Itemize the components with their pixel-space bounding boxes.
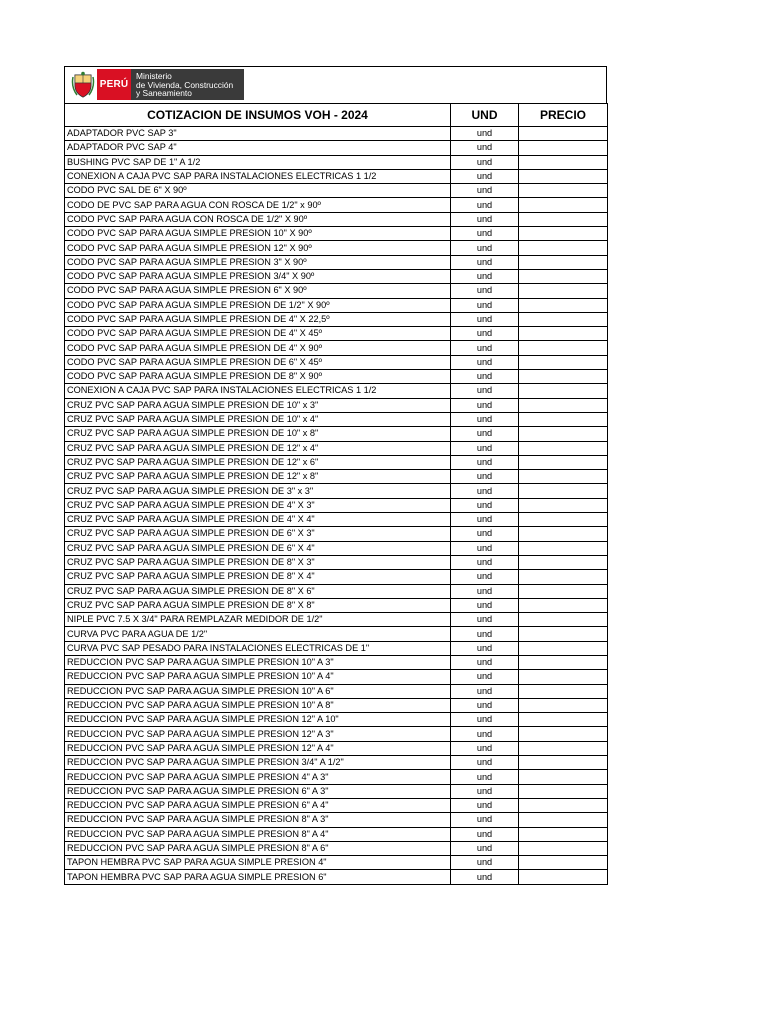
table-row — [65, 227, 608, 241]
item-description-cell: TAPON HEMBRA PVC SAP PARA AGUA SIMPLE PRESION 4" — [65, 856, 451, 870]
unit-cell: und — [451, 155, 519, 169]
price-cell[interactable] — [519, 784, 608, 798]
price-cell[interactable] — [519, 398, 608, 412]
item-description-cell: CRUZ PVC SAP PARA AGUA SIMPLE PRESION DE 12" x 4" — [65, 441, 451, 455]
table-row — [65, 169, 608, 183]
price-cell[interactable] — [519, 756, 608, 770]
unit-cell: und — [451, 312, 519, 326]
ministry-logo — [69, 69, 244, 100]
price-cell[interactable] — [519, 327, 608, 341]
price-cell[interactable] — [519, 484, 608, 498]
table-row — [65, 541, 608, 555]
item-description-cell: CRUZ PVC SAP PARA AGUA SIMPLE PRESION DE 6" X 4" — [65, 541, 451, 555]
price-cell[interactable] — [519, 427, 608, 441]
unit-cell: und — [451, 327, 519, 341]
item-description-cell: CODO PVC SAP PARA AGUA SIMPLE PRESION DE 8" X 90º — [65, 370, 451, 384]
ministry-line-2: de Vivienda, Construcción — [136, 79, 234, 90]
item-description-cell: CRUZ PVC SAP PARA AGUA SIMPLE PRESION DE 6" X 3" — [65, 527, 451, 541]
sheet-header — [64, 66, 607, 103]
table-row — [65, 327, 608, 341]
table-row — [65, 498, 608, 512]
table-row — [65, 613, 608, 627]
unit-cell: und — [451, 570, 519, 584]
quotation-table — [64, 103, 608, 885]
item-description-cell: CODO PVC SAP PARA AGUA SIMPLE PRESION DE 1/2" X 90º — [65, 298, 451, 312]
table-row — [65, 398, 608, 412]
price-cell[interactable] — [519, 227, 608, 241]
unit-cell: und — [451, 341, 519, 355]
price-cell[interactable] — [519, 341, 608, 355]
ministry-name — [131, 69, 244, 100]
ministry-line-3: y Saneamiento — [136, 88, 192, 99]
price-cell[interactable] — [519, 470, 608, 484]
unit-cell: und — [451, 284, 519, 298]
table-row — [65, 155, 608, 169]
unit-cell: und — [451, 698, 519, 712]
item-description-cell: NIPLE PVC 7.5 X 3/4" PARA REMPLAZAR MEDIDOR DE 1/2" — [65, 613, 451, 627]
table-row — [65, 684, 608, 698]
price-cell[interactable] — [519, 727, 608, 741]
price-cell[interactable] — [519, 412, 608, 426]
price-cell[interactable] — [519, 555, 608, 569]
table-row — [65, 698, 608, 712]
table-row — [65, 255, 608, 269]
price-cell[interactable] — [519, 198, 608, 212]
unit-cell: und — [451, 498, 519, 512]
unit-cell: und — [451, 598, 519, 612]
price-cell[interactable] — [519, 169, 608, 183]
unit-cell: und — [451, 455, 519, 469]
price-cell[interactable] — [519, 541, 608, 555]
unit-cell: und — [451, 655, 519, 669]
price-cell[interactable] — [519, 212, 608, 226]
column-header-item: COTIZACION DE INSUMOS VOH - 2024 — [65, 104, 451, 127]
price-cell[interactable] — [519, 856, 608, 870]
price-cell[interactable] — [519, 741, 608, 755]
item-description-cell: CODO PVC SAP PARA AGUA SIMPLE PRESION 3" X 90º — [65, 255, 451, 269]
item-description-cell: REDUCCION PVC SAP PARA AGUA SIMPLE PRESION 12" A 3" — [65, 727, 451, 741]
unit-cell: und — [451, 370, 519, 384]
unit-cell: und — [451, 427, 519, 441]
price-cell[interactable] — [519, 312, 608, 326]
table-row — [65, 655, 608, 669]
price-cell[interactable] — [519, 298, 608, 312]
price-cell[interactable] — [519, 155, 608, 169]
item-description-cell: CRUZ PVC SAP PARA AGUA SIMPLE PRESION DE 10" x 4" — [65, 412, 451, 426]
unit-cell: und — [451, 127, 519, 141]
table-row — [65, 841, 608, 855]
coat-of-arms-icon — [69, 69, 97, 100]
price-cell[interactable] — [519, 598, 608, 612]
item-description-cell: REDUCCION PVC SAP PARA AGUA SIMPLE PRESION 10" A 3" — [65, 655, 451, 669]
unit-cell: und — [451, 141, 519, 155]
unit-cell: und — [451, 184, 519, 198]
unit-cell: und — [451, 627, 519, 641]
item-description-cell: REDUCCION PVC SAP PARA AGUA SIMPLE PRESION 10" A 8" — [65, 698, 451, 712]
unit-cell: und — [451, 527, 519, 541]
price-cell[interactable] — [519, 870, 608, 884]
price-cell[interactable] — [519, 641, 608, 655]
table-row — [65, 756, 608, 770]
table-row — [65, 384, 608, 398]
unit-cell: und — [451, 241, 519, 255]
unit-cell: und — [451, 555, 519, 569]
table-row — [65, 856, 608, 870]
item-description-cell: CODO PVC SAP PARA AGUA SIMPLE PRESION 12" X 90º — [65, 241, 451, 255]
item-description-cell: REDUCCION PVC SAP PARA AGUA SIMPLE PRESION 8" A 3" — [65, 813, 451, 827]
table-row — [65, 784, 608, 798]
ministry-line-1: Ministerio — [136, 71, 172, 81]
column-header-und: UND — [451, 104, 519, 127]
unit-cell: und — [451, 784, 519, 798]
item-description-cell: CRUZ PVC SAP PARA AGUA SIMPLE PRESION DE 8" X 6" — [65, 584, 451, 598]
item-description-cell: REDUCCION PVC SAP PARA AGUA SIMPLE PRESION 3/4" A 1/2" — [65, 756, 451, 770]
unit-cell: und — [451, 398, 519, 412]
unit-cell: und — [451, 641, 519, 655]
price-cell[interactable] — [519, 255, 608, 269]
item-description-cell: CRUZ PVC SAP PARA AGUA SIMPLE PRESION DE 8" X 4" — [65, 570, 451, 584]
price-cell[interactable] — [519, 269, 608, 283]
table-row — [65, 341, 608, 355]
item-description-cell: REDUCCION PVC SAP PARA AGUA SIMPLE PRESION 10" A 6" — [65, 684, 451, 698]
item-description-cell: CURVA PVC PARA AGUA DE 1/2" — [65, 627, 451, 641]
column-header-precio: PRECIO — [519, 104, 608, 127]
price-cell[interactable] — [519, 384, 608, 398]
item-description-cell: CODO PVC SAP PARA AGUA SIMPLE PRESION DE 4" X 45º — [65, 327, 451, 341]
unit-cell: und — [451, 198, 519, 212]
unit-cell: und — [451, 470, 519, 484]
price-cell[interactable] — [519, 127, 608, 141]
table-row — [65, 584, 608, 598]
unit-cell: und — [451, 584, 519, 598]
unit-cell: und — [451, 756, 519, 770]
item-description-cell: CODO PVC SAP PARA AGUA SIMPLE PRESION DE 4" X 90º — [65, 341, 451, 355]
unit-cell: und — [451, 798, 519, 812]
item-description-cell: REDUCCION PVC SAP PARA AGUA SIMPLE PRESION 6" A 4" — [65, 798, 451, 812]
price-cell[interactable] — [519, 241, 608, 255]
table-row — [65, 641, 608, 655]
unit-cell: und — [451, 541, 519, 555]
price-cell[interactable] — [519, 613, 608, 627]
table-row — [65, 355, 608, 369]
unit-cell: und — [451, 384, 519, 398]
item-description-cell: REDUCCION PVC SAP PARA AGUA SIMPLE PRESION 4" A 3" — [65, 770, 451, 784]
price-cell[interactable] — [519, 698, 608, 712]
table-row — [65, 827, 608, 841]
item-description-cell: CRUZ PVC SAP PARA AGUA SIMPLE PRESION DE 10" x 3" — [65, 398, 451, 412]
item-description-cell: CRUZ PVC SAP PARA AGUA SIMPLE PRESION DE 10" x 8" — [65, 427, 451, 441]
item-description-cell: CURVA PVC SAP PESADO PARA INSTALACIONES ELECTRICAS DE 1" — [65, 641, 451, 655]
price-cell[interactable] — [519, 370, 608, 384]
unit-cell: und — [451, 827, 519, 841]
table-row — [65, 370, 608, 384]
table-row — [65, 813, 608, 827]
price-cell[interactable] — [519, 813, 608, 827]
unit-cell: und — [451, 513, 519, 527]
price-cell[interactable] — [519, 798, 608, 812]
item-description-cell: CONEXION A CAJA PVC SAP PARA INSTALACIONES ELECTRICAS 1 1/2 — [65, 169, 451, 183]
price-cell[interactable] — [519, 355, 608, 369]
price-cell[interactable] — [519, 827, 608, 841]
table-row — [65, 312, 608, 326]
unit-cell: und — [451, 713, 519, 727]
price-cell[interactable] — [519, 684, 608, 698]
item-description-cell: CODO PVC SAP PARA AGUA SIMPLE PRESION DE 6" X 45º — [65, 355, 451, 369]
table-row — [65, 527, 608, 541]
unit-cell: und — [451, 269, 519, 283]
unit-cell: und — [451, 684, 519, 698]
price-cell[interactable] — [519, 584, 608, 598]
price-cell[interactable] — [519, 770, 608, 784]
table-row — [65, 598, 608, 612]
unit-cell: und — [451, 355, 519, 369]
price-cell[interactable] — [519, 627, 608, 641]
price-cell[interactable] — [519, 284, 608, 298]
unit-cell: und — [451, 169, 519, 183]
item-description-cell: REDUCCION PVC SAP PARA AGUA SIMPLE PRESION 8" A 4" — [65, 827, 451, 841]
item-description-cell: CRUZ PVC SAP PARA AGUA SIMPLE PRESION DE 12" x 6" — [65, 455, 451, 469]
table-row — [65, 269, 608, 283]
unit-cell: und — [451, 813, 519, 827]
country-label: PERÚ — [97, 69, 131, 100]
item-description-cell: CRUZ PVC SAP PARA AGUA SIMPLE PRESION DE 8" X 3" — [65, 555, 451, 569]
item-description-cell: REDUCCION PVC SAP PARA AGUA SIMPLE PRESION 12" A 4" — [65, 741, 451, 755]
item-description-cell: BUSHING PVC SAP DE 1" A 1/2 — [65, 155, 451, 169]
table-row — [65, 513, 608, 527]
unit-cell: und — [451, 770, 519, 784]
price-cell[interactable] — [519, 713, 608, 727]
item-description-cell: CRUZ PVC SAP PARA AGUA SIMPLE PRESION DE 4" X 4" — [65, 513, 451, 527]
table-row — [65, 284, 608, 298]
unit-cell: und — [451, 298, 519, 312]
item-description-cell: TAPON HEMBRA PVC SAP PARA AGUA SIMPLE PRESION 6" — [65, 870, 451, 884]
table-row — [65, 212, 608, 226]
table-row — [65, 670, 608, 684]
table-row — [65, 727, 608, 741]
table-row — [65, 427, 608, 441]
unit-cell: und — [451, 484, 519, 498]
item-description-cell: CODO PVC SAP PARA AGUA SIMPLE PRESION 10" X 90º — [65, 227, 451, 241]
item-description-cell: ADAPTADOR PVC SAP 4" — [65, 141, 451, 155]
table-row — [65, 184, 608, 198]
table-header-row — [65, 104, 608, 127]
unit-cell: und — [451, 727, 519, 741]
unit-cell: und — [451, 255, 519, 269]
item-description-cell: CONEXION A CAJA PVC SAP PARA INSTALACIONES ELECTRICAS 1 1/2 — [65, 384, 451, 398]
unit-cell: und — [451, 441, 519, 455]
item-description-cell: CODO PVC SAP PARA AGUA SIMPLE PRESION DE 4" X 22,5º — [65, 312, 451, 326]
item-description-cell: CODO DE PVC SAP PARA AGUA CON ROSCA DE 1/2" x 90º — [65, 198, 451, 212]
price-cell[interactable] — [519, 570, 608, 584]
price-cell[interactable] — [519, 455, 608, 469]
item-description-cell: REDUCCION PVC SAP PARA AGUA SIMPLE PRESION 6" A 3" — [65, 784, 451, 798]
item-description-cell: REDUCCION PVC SAP PARA AGUA SIMPLE PRESION 12" A 10" — [65, 713, 451, 727]
item-description-cell: CODO PVC SAP PARA AGUA CON ROSCA DE 1/2" X 90º — [65, 212, 451, 226]
unit-cell: und — [451, 227, 519, 241]
unit-cell: und — [451, 212, 519, 226]
item-description-cell: CRUZ PVC SAP PARA AGUA SIMPLE PRESION DE 4" X 3" — [65, 498, 451, 512]
table-row — [65, 412, 608, 426]
table-row — [65, 198, 608, 212]
table-row — [65, 713, 608, 727]
unit-cell: und — [451, 613, 519, 627]
item-description-cell: CRUZ PVC SAP PARA AGUA SIMPLE PRESION DE 12" x 8" — [65, 470, 451, 484]
unit-cell: und — [451, 856, 519, 870]
unit-cell: und — [451, 870, 519, 884]
table-row — [65, 484, 608, 498]
item-description-cell: REDUCCION PVC SAP PARA AGUA SIMPLE PRESION 8" A 6" — [65, 841, 451, 855]
table-row — [65, 455, 608, 469]
table-row — [65, 798, 608, 812]
item-description-cell: CODO PVC SAP PARA AGUA SIMPLE PRESION 3/4" X 90º — [65, 269, 451, 283]
table-row — [65, 870, 608, 884]
price-cell[interactable] — [519, 498, 608, 512]
table-row — [65, 441, 608, 455]
price-cell[interactable] — [519, 513, 608, 527]
price-cell[interactable] — [519, 841, 608, 855]
table-row — [65, 141, 608, 155]
item-description-cell: CODO PVC SAL DE 6" X 90º — [65, 184, 451, 198]
table-row — [65, 470, 608, 484]
table-row — [65, 627, 608, 641]
unit-cell: und — [451, 670, 519, 684]
price-cell[interactable] — [519, 141, 608, 155]
unit-cell: und — [451, 741, 519, 755]
item-description-cell: ADAPTADOR PVC SAP 3" — [65, 127, 451, 141]
table-row — [65, 127, 608, 141]
item-description-cell: REDUCCION PVC SAP PARA AGUA SIMPLE PRESION 10" A 4" — [65, 670, 451, 684]
table-row — [65, 298, 608, 312]
price-cell[interactable] — [519, 670, 608, 684]
item-description-cell: CRUZ PVC SAP PARA AGUA SIMPLE PRESION DE 8" X 8" — [65, 598, 451, 612]
price-cell[interactable] — [519, 527, 608, 541]
unit-cell: und — [451, 412, 519, 426]
table-row — [65, 570, 608, 584]
table-row — [65, 555, 608, 569]
quotation-sheet — [64, 66, 607, 885]
price-cell[interactable] — [519, 184, 608, 198]
unit-cell: und — [451, 841, 519, 855]
table-row — [65, 741, 608, 755]
price-cell[interactable] — [519, 655, 608, 669]
price-cell[interactable] — [519, 441, 608, 455]
item-description-cell: CRUZ PVC SAP PARA AGUA SIMPLE PRESION DE 3" x 3" — [65, 484, 451, 498]
table-row — [65, 241, 608, 255]
item-description-cell: CODO PVC SAP PARA AGUA SIMPLE PRESION 6" X 90º — [65, 284, 451, 298]
table-row — [65, 770, 608, 784]
